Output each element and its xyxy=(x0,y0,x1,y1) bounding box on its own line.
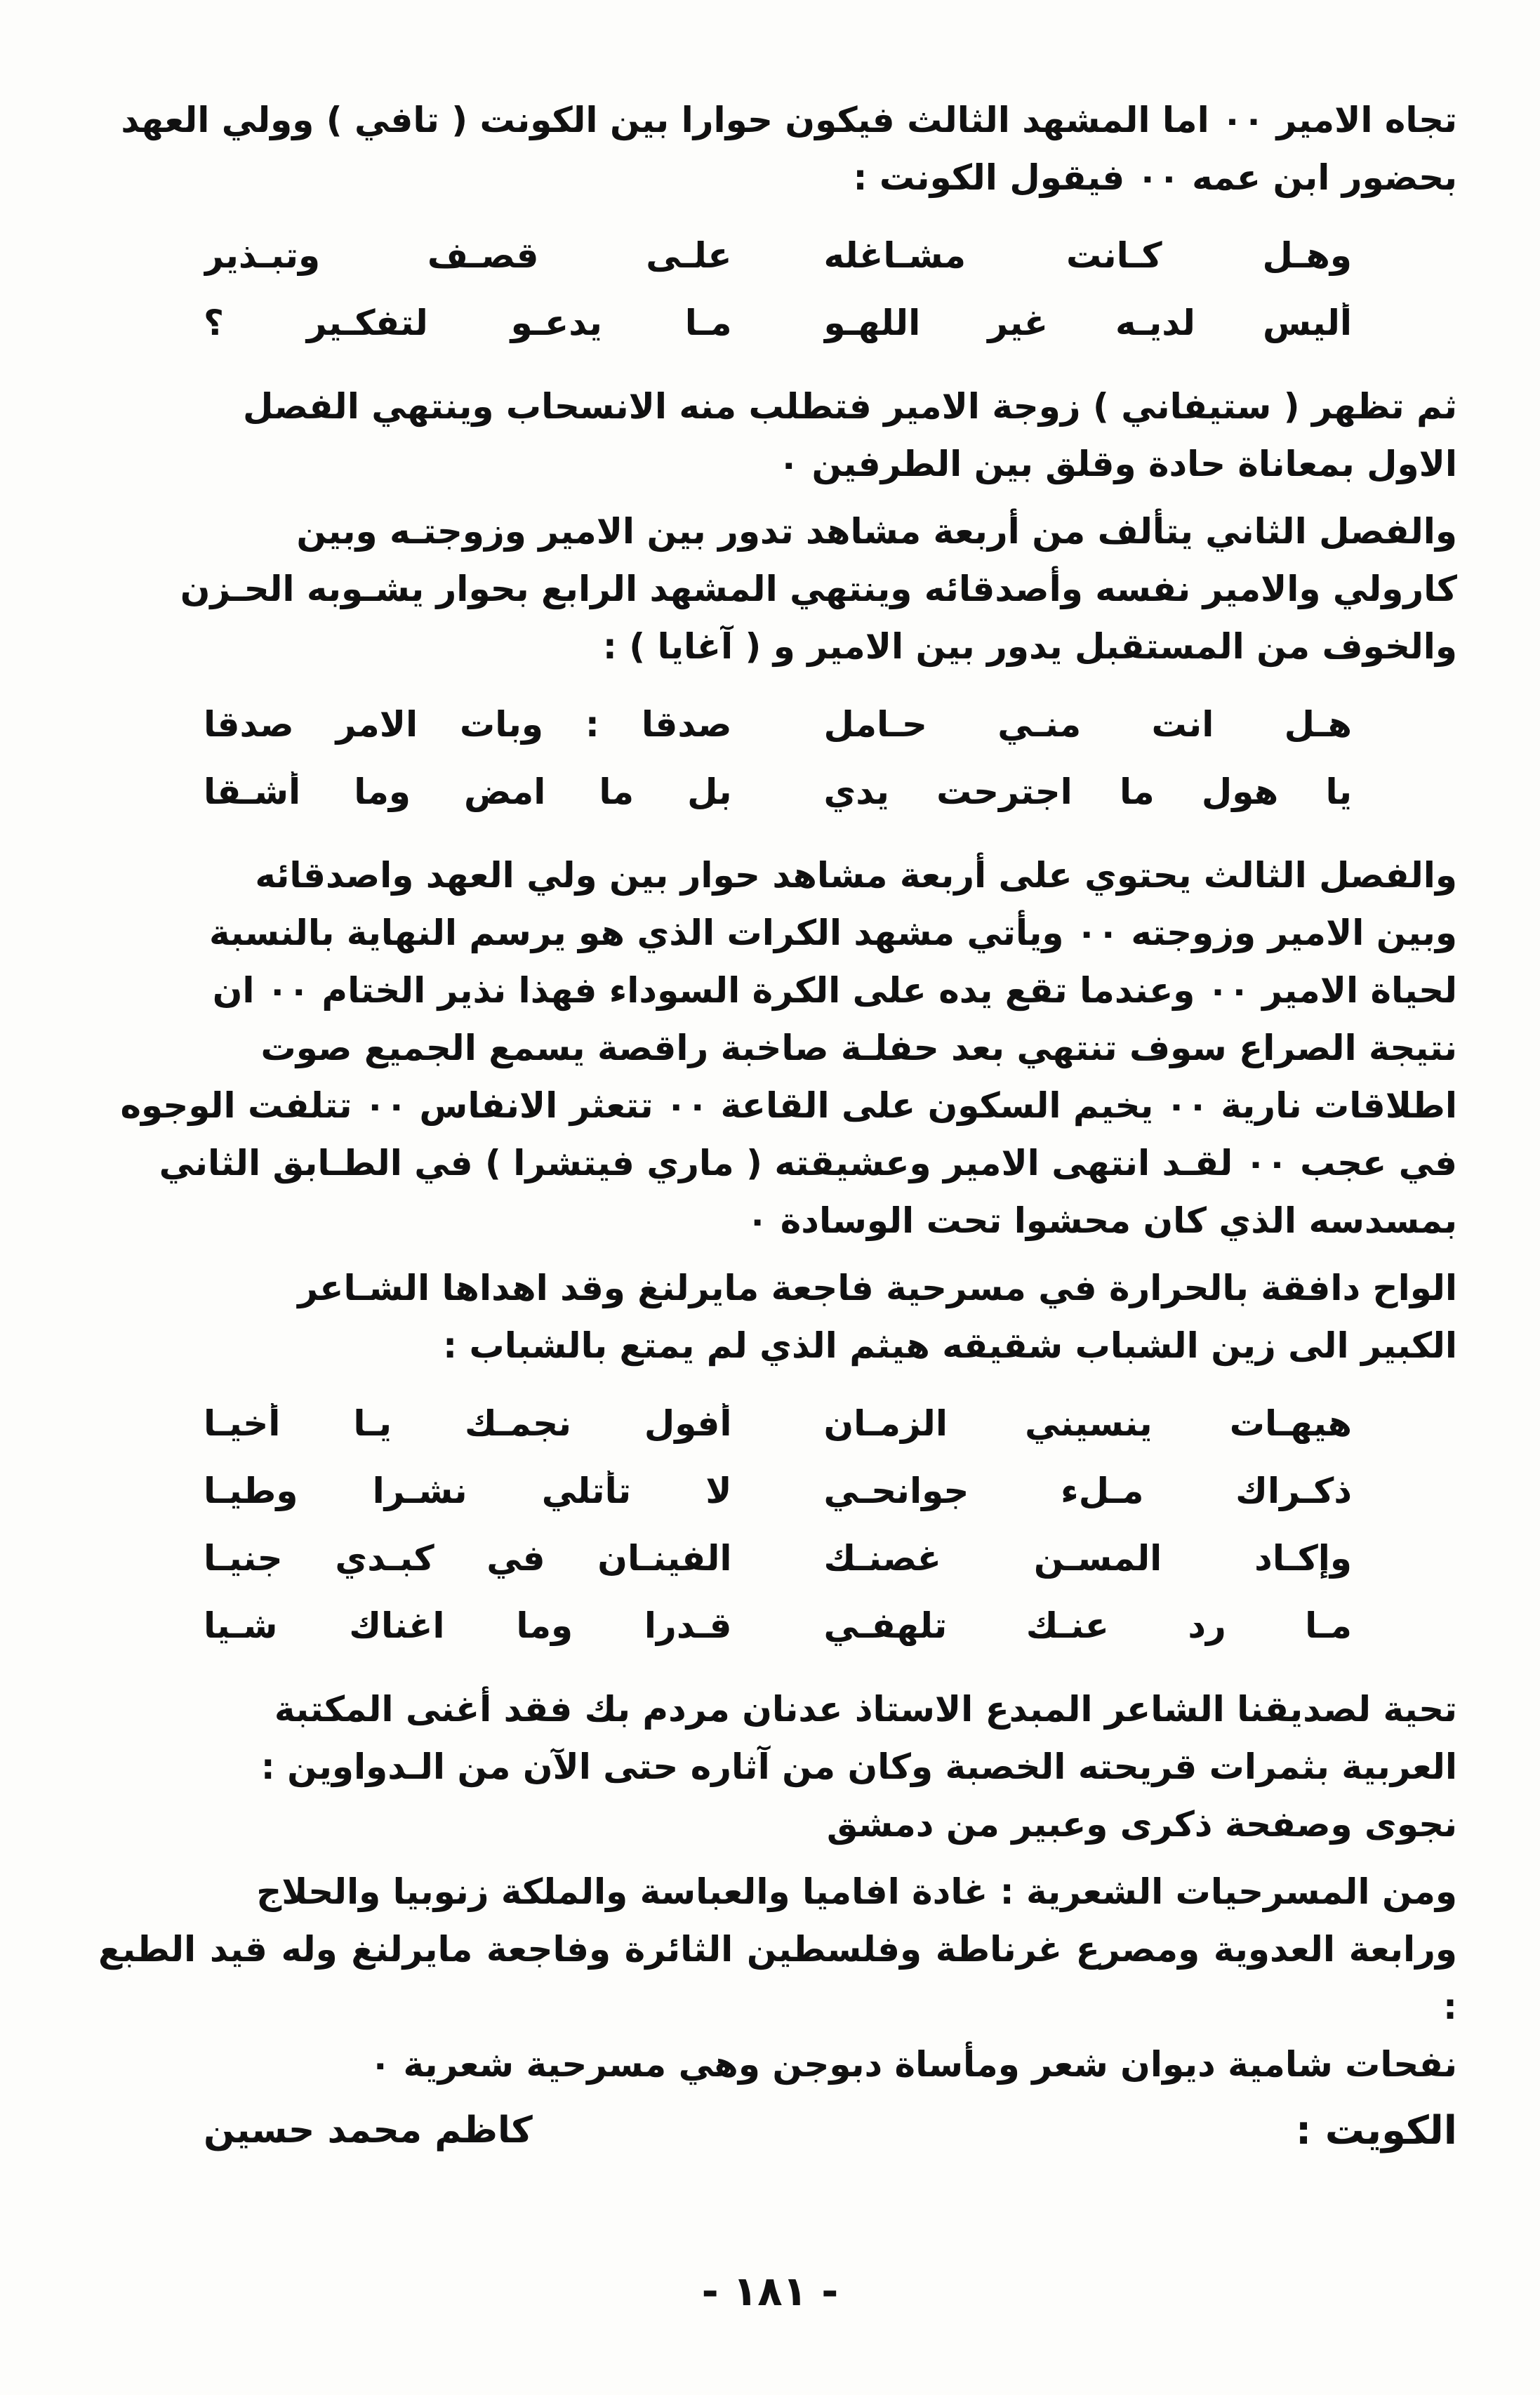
verse-row xyxy=(204,222,1352,289)
verse-row xyxy=(204,1457,1352,1525)
text-line: نتيجة الصراع سوف تنتهي بعد حفلـة صاخبة راقصة يسمع الجميع صوت xyxy=(260,1028,1457,1068)
verse-second-hemistich: علـى قصـف وتبـذير xyxy=(204,235,732,276)
verse-row xyxy=(204,289,1352,357)
text-line: ورابعة العدوية ومصرع غرناطة وفلسطين الثائرة وفاجعة مايرلنغ وله قيد الطبع : xyxy=(98,1929,1457,2027)
text-line: والفصل الثاني يتألف من أربعة مشاهد تدور بين الامير وزوجتـه وبين xyxy=(296,511,1457,552)
signature-author: كاظم محمد حسين xyxy=(204,2109,533,2151)
verse-first-hemistich: هـل انت منـي حـامل xyxy=(823,704,1352,745)
text-line: في عجب ٠٠ لقـد انتهى الامير وعشيقته ( ماري فيتشرا ) في الطـابق الثاني xyxy=(159,1143,1457,1183)
verse-second-hemistich: لا تأتلي نشـرا وطيـا xyxy=(204,1471,732,1511)
text-line: كارولي والامير نفسه وأصدقائه وينتهي المشهد الرابع بحوار يشـوبه الحـزن xyxy=(180,569,1457,609)
dedication-paragraph xyxy=(98,1259,1457,1374)
text-line: ثم تظهر ( ستيفاني ) زوجة الامير فتطلب منه الانسحاب وينتهي الفصل xyxy=(243,386,1457,427)
plays-paragraph xyxy=(98,1863,1457,2093)
verse-first-hemistich: وهـل كـانت مشـاغله xyxy=(823,235,1352,276)
text-line: لحياة الامير ٠٠ وعندما تقع يده على الكرة السوداء فهذا نذير الختام ٠٠ ان xyxy=(212,970,1457,1011)
verse-row xyxy=(204,758,1352,825)
page-number: - ١٨١ - xyxy=(701,2267,839,2315)
intro-paragraph xyxy=(98,91,1457,206)
text-line: الواح دافقة بالحرارة في مسرحية فاجعة مايرلنغ وقد اهداها الشـاعر xyxy=(298,1268,1457,1308)
text-line: بحضور ابن عمه ٠٠ فيقول الكونت : xyxy=(853,157,1457,198)
text-line: العربية بثمرات قريحته الخصبة وكان من آثاره حتى الآن من الـدواوين : xyxy=(260,1746,1457,1787)
text-line: بمسدسه الذي كان محشوا تحت الوسادة ٠ xyxy=(746,1200,1457,1241)
verse-first-hemistich: أليس لديـه غير اللهـو xyxy=(823,303,1352,343)
act-two-paragraph xyxy=(98,503,1457,675)
signature-place: الكويت : xyxy=(1295,2107,1457,2154)
act-three-paragraph xyxy=(98,847,1457,1249)
text-line: والفصل الثالث يحتوي على أربعة مشاهد حوار بين ولي العهد واصدقائه xyxy=(255,855,1457,896)
verse-row xyxy=(204,691,1352,758)
text-line: نفحات شامية ديوان شعر ومأساة دبوجن وهي مسرحية شعرية ٠ xyxy=(369,2044,1457,2085)
verse-block-elegy xyxy=(204,1390,1352,1659)
verse-first-hemistich: ذكـراك مـلء جوانحـي xyxy=(823,1471,1352,1511)
verse-second-hemistich: أفول نجمـك يـا أخيـا xyxy=(204,1403,732,1444)
verse-second-hemistich: بل ما امض وما أشـقا xyxy=(204,771,732,812)
text-line: وبين الامير وزوجته ٠٠ ويأتي مشهد الكرات الذي هو يرسم النهاية بالنسبة xyxy=(209,913,1457,953)
text-line: اطلاقات نارية ٠٠ يخيم السكون على القاعة ٠٠ تتعثر الانفاس ٠٠ تتلفت الوجوه xyxy=(120,1085,1457,1126)
text-line: الكبير الى زين الشباب شقيقه هيثم الذي لم يمتع بالشباب : xyxy=(443,1325,1457,1366)
verse-first-hemistich: يا هول ما اجترحت يدي xyxy=(823,771,1352,812)
verse-row xyxy=(204,1390,1352,1457)
verse-row xyxy=(204,1592,1352,1659)
verse-block-count xyxy=(204,222,1352,357)
verse-second-hemistich: قـدرا وما اغناك شـيا xyxy=(204,1605,732,1646)
verse-first-hemistich: وإكـاد المسـن غصنـك xyxy=(823,1538,1352,1579)
verse-first-hemistich: هيهـات ينسيني الزمـان xyxy=(823,1403,1352,1444)
verse-second-hemistich: الفينـان في كبـدي جنيـا xyxy=(204,1538,732,1579)
text-line: نجوى وصفحة ذكرى وعبير من دمشق xyxy=(826,1804,1457,1845)
verse-block-aghaya xyxy=(204,691,1352,825)
text-line: تحية لصديقنا الشاعر المبدع الاستاذ عدنان مردم بك فقد أغنى المكتبة xyxy=(274,1689,1457,1730)
text-line: والخوف من المستقبل يدور بين الامير و ( آغايا ) : xyxy=(602,626,1457,667)
stephanie-paragraph xyxy=(98,378,1457,493)
verse-second-hemistich: صدقا : وبات الامر صدقا xyxy=(204,704,732,745)
verse-second-hemistich: مـا يدعـو لتفكـير ؟ xyxy=(204,303,732,343)
verse-first-hemistich: مـا رد عنـك تلهفـي xyxy=(823,1605,1352,1646)
text-line: تجاه الامير ٠٠ اما المشهد الثالث فيكون حوارا بين الكونت ( تافي ) وولي العهد xyxy=(121,100,1457,140)
text-line: الاول بمعاناة حادة وقلق بين الطرفين ٠ xyxy=(778,444,1457,484)
tribute-paragraph xyxy=(98,1680,1457,1853)
signature xyxy=(98,2099,1457,2162)
verse-row xyxy=(204,1525,1352,1592)
text-line: ومن المسرحيات الشعرية : غادة افاميا والعباسة والملكة زنوبيا والحلاج xyxy=(256,1871,1457,1912)
